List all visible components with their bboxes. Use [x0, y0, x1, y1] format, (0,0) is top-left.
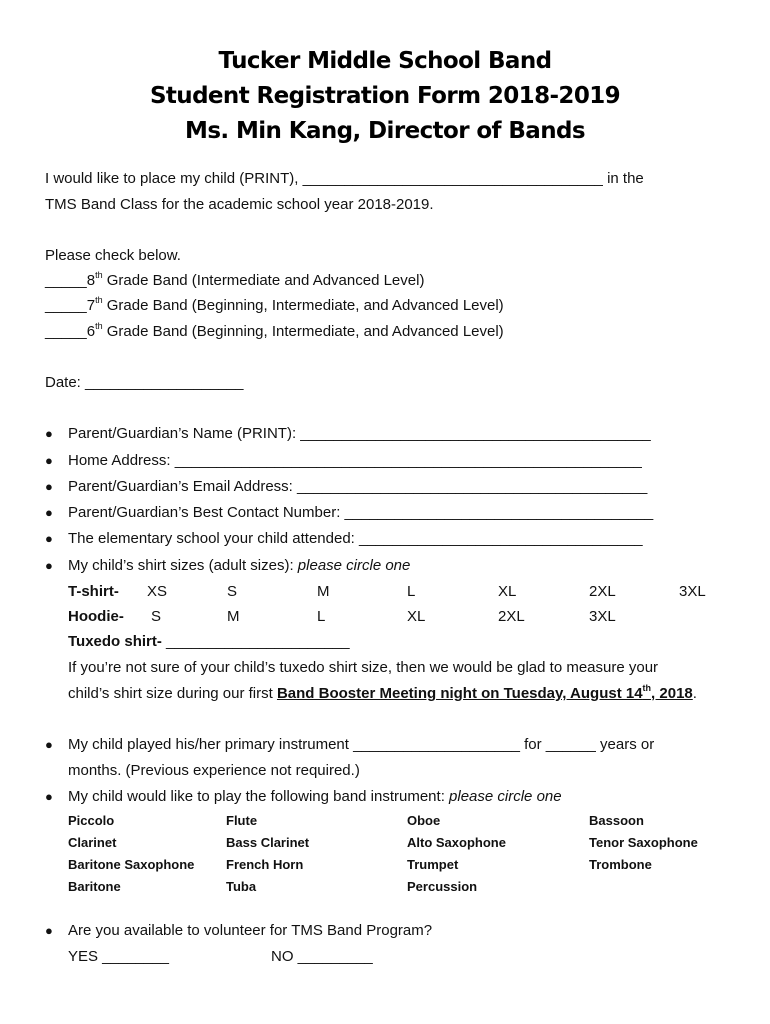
form-title [0, 44, 770, 149]
tuxedo-note-line2 [68, 685, 697, 702]
tuxedo-note-line1: If you’re not sure of your child’s tuxedo shirt size, then we would be glad to measure your [68, 659, 659, 676]
bullet-icon: ● [45, 737, 53, 752]
volunteer-yes-field[interactable]: YES ________ [68, 948, 169, 965]
meeting-text: Band Booster Meeting night on Tuesday, August 14 [276, 685, 643, 702]
instrument-option[interactable]: Alto Saxophone [407, 835, 506, 850]
instrument-option[interactable]: Piccolo [68, 813, 115, 828]
field-label[interactable]: Parent/Guardian’s Email Address: __________________________________________ [68, 478, 648, 495]
tshirt-size-option[interactable]: XL [498, 583, 517, 600]
hoodie-size-option[interactable]: 2XL [498, 608, 525, 625]
tshirt-size-option[interactable]: XS [147, 583, 168, 600]
hoodie-size-option[interactable]: M [227, 608, 240, 625]
guardian-email-field[interactable] [45, 478, 647, 495]
shirt-sizes-prompt [45, 557, 410, 574]
tshirt-label: T-shirt- [68, 583, 119, 600]
grade-blank[interactable]: _____ [45, 297, 87, 314]
home-address-field[interactable] [45, 452, 642, 469]
instrument-option[interactable]: French Horn [226, 857, 304, 872]
grade-number: 8 [86, 272, 96, 289]
grade-option-7[interactable] [45, 297, 504, 314]
tshirt-size-option[interactable]: 3XL [679, 583, 706, 600]
grade-number: 7 [86, 297, 96, 314]
check-prompt: Please check below. [45, 247, 181, 264]
tshirt-size-option[interactable]: L [407, 583, 416, 600]
grade-suffix: th [95, 321, 103, 331]
bullet-icon: ● [45, 558, 53, 573]
hoodie-size-option[interactable]: 3XL [589, 608, 616, 625]
instrument-option[interactable]: Percussion [407, 879, 478, 894]
guardian-name-field[interactable] [45, 425, 651, 442]
bullet-icon: ● [45, 505, 53, 520]
contact-number-field[interactable] [45, 504, 653, 521]
field-label[interactable]: Home Address: ________________________________________________________ [68, 452, 642, 469]
instrument-option[interactable]: Tenor Saxophone [589, 835, 698, 850]
tshirt-size-option[interactable]: 2XL [589, 583, 616, 600]
instrument-option[interactable]: Trumpet [407, 857, 459, 872]
experience-note: months. (Previous experience not required.) [68, 762, 360, 779]
bullet-icon: ● [45, 453, 53, 468]
instrument-option[interactable]: Clarinet [68, 835, 117, 850]
instrument-option[interactable]: Bass Clarinet [226, 835, 310, 850]
instrument-option[interactable]: Oboe [407, 813, 441, 828]
grade-suffix: th [95, 270, 103, 280]
instrument-option[interactable]: Flute [226, 813, 258, 828]
grade-label: Grade Band (Beginning, Intermediate, and Advanced Level) [102, 297, 504, 314]
bullet-icon: ● [45, 479, 53, 494]
field-label[interactable]: Parent/Guardian’s Best Contact Number: _____________________________________ [68, 504, 654, 521]
field-label[interactable]: The elementary school your child attended: __________________________________ [68, 530, 643, 547]
class-year-line: TMS Band Class for the academic school year 2018-2019. [45, 196, 434, 213]
instrument-option[interactable]: Tuba [226, 879, 257, 894]
meeting-year: , 2018 [651, 685, 693, 702]
hoodie-size-option[interactable]: S [151, 608, 162, 625]
bullet-icon: ● [45, 789, 53, 804]
circle-one-hint: please circle one [297, 557, 411, 574]
child-name-line[interactable]: I would like to place my child (PRINT), ____________________________________ in the [45, 170, 644, 187]
bullet-icon: ● [45, 426, 53, 441]
instrument-prompt-text: My child would like to play the following band instrument: [68, 788, 450, 805]
note-text: child’s shirt size during our first [68, 685, 277, 702]
tshirt-size-option[interactable]: S [227, 583, 238, 600]
grade-option-6[interactable] [45, 323, 504, 340]
primary-instrument-field[interactable] [45, 736, 654, 753]
meeting-date-suffix: th [642, 683, 652, 693]
director-title: Ms. Min Kang, Director of Bands [185, 118, 585, 144]
instrument-option[interactable]: Bassoon [589, 813, 644, 828]
grade-blank[interactable]: _____ [45, 272, 87, 289]
hoodie-label: Hoodie- [68, 608, 124, 625]
hoodie-size-option[interactable]: L [317, 608, 326, 625]
volunteer-question [45, 922, 432, 939]
field-label[interactable]: Parent/Guardian’s Name (PRINT): __________________________________________ [68, 425, 651, 442]
volunteer-no-field[interactable]: NO _________ [271, 948, 373, 965]
form-name-title: Student Registration Form 2018-2019 [149, 83, 621, 109]
circle-one-hint: please circle one [449, 788, 562, 805]
instrument-option[interactable]: Trombone [589, 857, 652, 872]
grade-blank[interactable]: _____ [45, 323, 87, 340]
tuxedo-shirt-field[interactable] [68, 633, 350, 650]
instrument-choice-prompt [45, 788, 562, 805]
booster-meeting-date [277, 685, 693, 702]
tuxedo-blank[interactable]: ______________________ [161, 633, 350, 650]
elementary-school-field[interactable] [45, 530, 643, 547]
grade-suffix: th [95, 295, 103, 305]
date-field[interactable]: Date: ___________________ [45, 374, 244, 391]
hoodie-size-option[interactable]: XL [407, 608, 426, 625]
note-period: . [692, 685, 697, 702]
volunteer-question-text: Are you available to volunteer for TMS Band Program? [68, 922, 433, 939]
tuxedo-label: Tuxedo shirt- [68, 633, 162, 650]
instrument-option[interactable]: Baritone [68, 879, 121, 894]
tshirt-size-option[interactable]: M [317, 583, 330, 600]
instrument-option[interactable]: Baritone Saxophone [68, 857, 195, 872]
grade-option-8[interactable] [45, 272, 424, 289]
grade-number: 6 [86, 323, 96, 340]
school-band-title: Tucker Middle School Band [218, 48, 552, 74]
bullet-icon: ● [45, 531, 53, 546]
grade-label: Grade Band (Beginning, Intermediate, and Advanced Level) [102, 323, 504, 340]
bullet-icon: ● [45, 923, 53, 938]
grade-label: Grade Band (Intermediate and Advanced Level) [102, 272, 425, 289]
shirt-prompt-text: My child’s shirt sizes (adult sizes): [68, 557, 298, 574]
experience-text[interactable]: My child played his/her primary instrument ____________________ for ______ years or [68, 736, 655, 753]
